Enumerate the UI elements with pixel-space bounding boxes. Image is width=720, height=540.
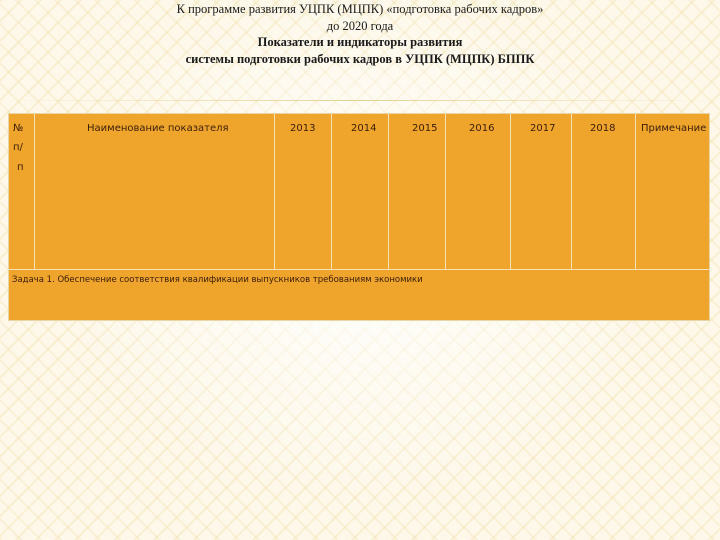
header-line-2: до 2020 года: [326, 19, 394, 33]
column-note-label: Примечание: [641, 123, 707, 134]
indicators-table: [8, 113, 710, 321]
column-note: [636, 114, 709, 269]
column-2015: [389, 114, 446, 269]
column-2013: [275, 114, 332, 269]
task-1-row: Задача 1. Обеспечение соответствия квалификации выпускников требованиям экономики: [12, 275, 423, 285]
column-name-label: Наименование показателя: [87, 123, 229, 134]
column-2018: [572, 114, 636, 269]
column-number-label-3: п: [17, 162, 24, 173]
header-title: Показатели и индикаторы развития: [257, 35, 463, 49]
column-2014: [332, 114, 389, 269]
divider: [0, 100, 720, 101]
header-line-1: К программе развития УЦПК (МЦПК) «подготовка рабочих кадров»: [176, 2, 544, 16]
column-2017-label: 2017: [530, 123, 556, 134]
column-number-label-2: п/: [13, 142, 23, 153]
column-number: [9, 114, 35, 269]
column-2017: [511, 114, 572, 269]
column-number-label-1: №: [13, 123, 24, 134]
column-2013-label: 2013: [290, 123, 316, 134]
column-2016-label: 2016: [469, 123, 495, 134]
header-row-divider: [9, 269, 709, 270]
column-name: [35, 114, 275, 269]
column-2018-label: 2018: [590, 123, 616, 134]
column-2016: [446, 114, 511, 269]
column-2015-label: 2015: [412, 123, 438, 134]
column-2014-label: 2014: [351, 123, 377, 134]
header-subtitle: системы подготовки рабочих кадров в УЦПК (МЦПК) БППК: [185, 52, 535, 66]
